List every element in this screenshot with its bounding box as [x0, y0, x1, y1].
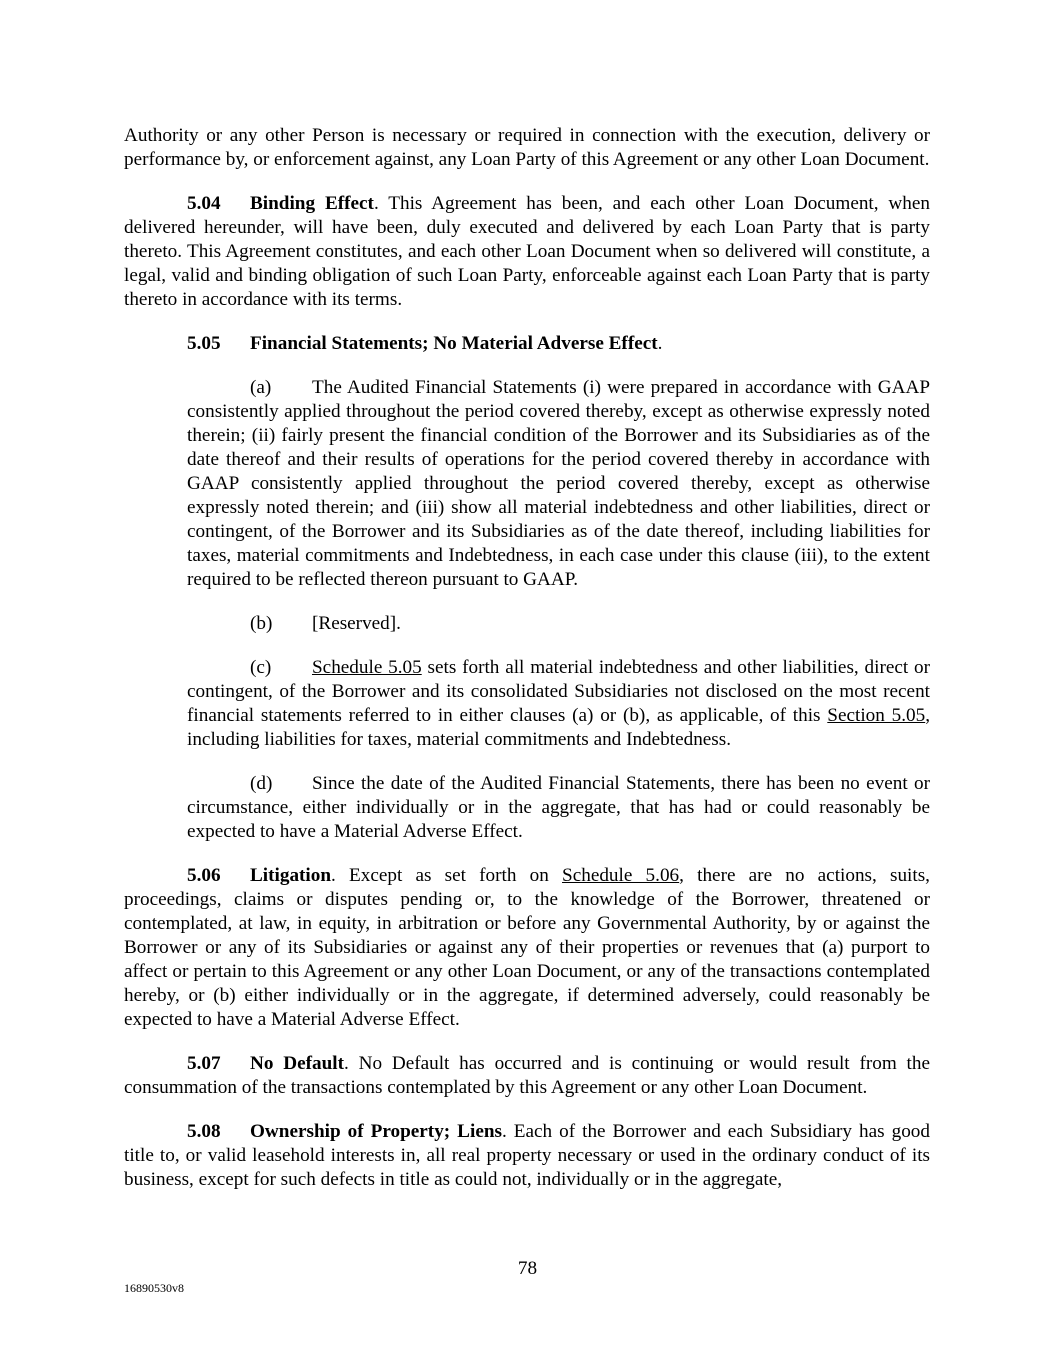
schedule-5-06-reference: Schedule 5.06	[562, 865, 680, 886]
section-number: 5.04	[187, 193, 221, 214]
section-5-06: 5.06 Litigation. Except as set forth on Schedule 5.06, there are no actions, suits, proceedings, claims or disputes pending or, to the knowledge of the Borrower, threatened or contemplated, at law, in equity, in arbitration or before any Governmental Authority, by or against the Borrower or any of its Subsidiaries or against any of their properties or revenues that (a) purport to affect or pertain to this Agreement or any other Loan Document, or any of the transactions contemplated hereby, or (b) either individually or in the aggregate, if determined adversely, could reasonably be expected to have a Material Adverse Effect.	[124, 865, 930, 1030]
clause-marker: (b)	[250, 613, 273, 634]
section-number: 5.06	[187, 865, 221, 886]
section-number: 5.08	[187, 1121, 221, 1142]
section-title: Binding Effect	[250, 193, 374, 214]
section-title: No Default	[250, 1053, 344, 1074]
section-text: . Each of the Borrower and each Subsidiary has good title to, or valid leasehold interests in, all real property necessary or used in the ordinary conduct of its business, except for such defects in title as could not, individually or in the aggregate,	[124, 1121, 930, 1190]
clause-marker: (a)	[250, 377, 272, 398]
section-5-04	[124, 192, 930, 312]
clause-marker: (c)	[250, 657, 272, 678]
section-5-05-reference: Section 5.05	[827, 705, 926, 726]
section-5-07	[124, 1052, 930, 1100]
clause-5-05-d	[187, 772, 930, 844]
section-text: . No Default has occurred and is continuing or would result from the consummation of the transactions contemplated by this Agreement or any other Loan Document.	[124, 1053, 930, 1098]
document-body	[124, 124, 930, 1212]
section-5-05-heading: 5.05 Financial Statements; No Material Adverse Effect.	[187, 333, 663, 354]
schedule-5-05-reference: Schedule 5.05	[312, 657, 422, 678]
section-title: Financial Statements; No Material Adverse Effect	[250, 333, 658, 354]
page-number: 78	[517, 1258, 538, 1279]
section-5-08	[124, 1120, 930, 1192]
section-number: 5.05	[187, 333, 221, 354]
clause-marker: (d)	[250, 773, 273, 794]
intro-paragraph: Authority or any other Person is necessary or required in connection with the execution, delivery or performance by, or enforcement against, any Loan Party of this Agreement or any other Loan Document.	[124, 125, 930, 170]
clause-5-05-a	[187, 376, 930, 592]
section-number: 5.07	[187, 1053, 221, 1074]
section-text: . This Agreement has been, and each other Loan Document, when delivered hereunder, will have been, duly executed and delivered by each Loan Party that is party thereto. This Agreement constitutes, and each other Loan Document when so delivered will constitute, a legal, valid and binding obligation of such Loan Party, enforceable against each Loan Party that is party thereto in accordance with its terms.	[124, 193, 930, 310]
clause-text: The Audited Financial Statements (i) were prepared in accordance with GAAP consistently applied throughout the period covered thereby, except as otherwise expressly noted therein; (ii) fairly present the financial condition of the Borrower and its Subsidiaries as of the date thereof and their results of operations for the period covered thereby in accordance with GAAP consistently applied throughout the period covered thereby, except as otherwise expressly noted therein; and (iii) show all material indebtedness and other liabilities, direct or contingent, of the Borrower and its Subsidiaries as of the date thereof, including liabilities for taxes, material commitments and Indebtedness, in each case under this clause (iii), to the extent required to be reflected thereon pursuant to GAAP.	[187, 377, 930, 590]
clause-5-05-c: (c) Schedule 5.05 sets forth all material indebtedness and other liabilities, direct or contingent, of the Borrower and its consolidated Subsidiaries not disclosed on the most recent financial statements referred to in either clauses (a) or (b), as applicable, of this Section 5.05, including liabilities for taxes, material commitments and Indebtedness.	[187, 657, 930, 750]
section-title: Litigation	[250, 865, 332, 886]
clause-5-05-b	[187, 612, 930, 636]
clause-text: Since the date of the Audited Financial Statements, there has been no event or circumstance, either individually or in the aggregate, that has had or could reasonably be expected to have a Material Adverse Effect.	[187, 773, 930, 842]
section-title: Ownership of Property; Liens	[250, 1121, 502, 1142]
document-id: 16890530v8	[124, 1281, 184, 1295]
clause-text: [Reserved].	[312, 613, 401, 634]
